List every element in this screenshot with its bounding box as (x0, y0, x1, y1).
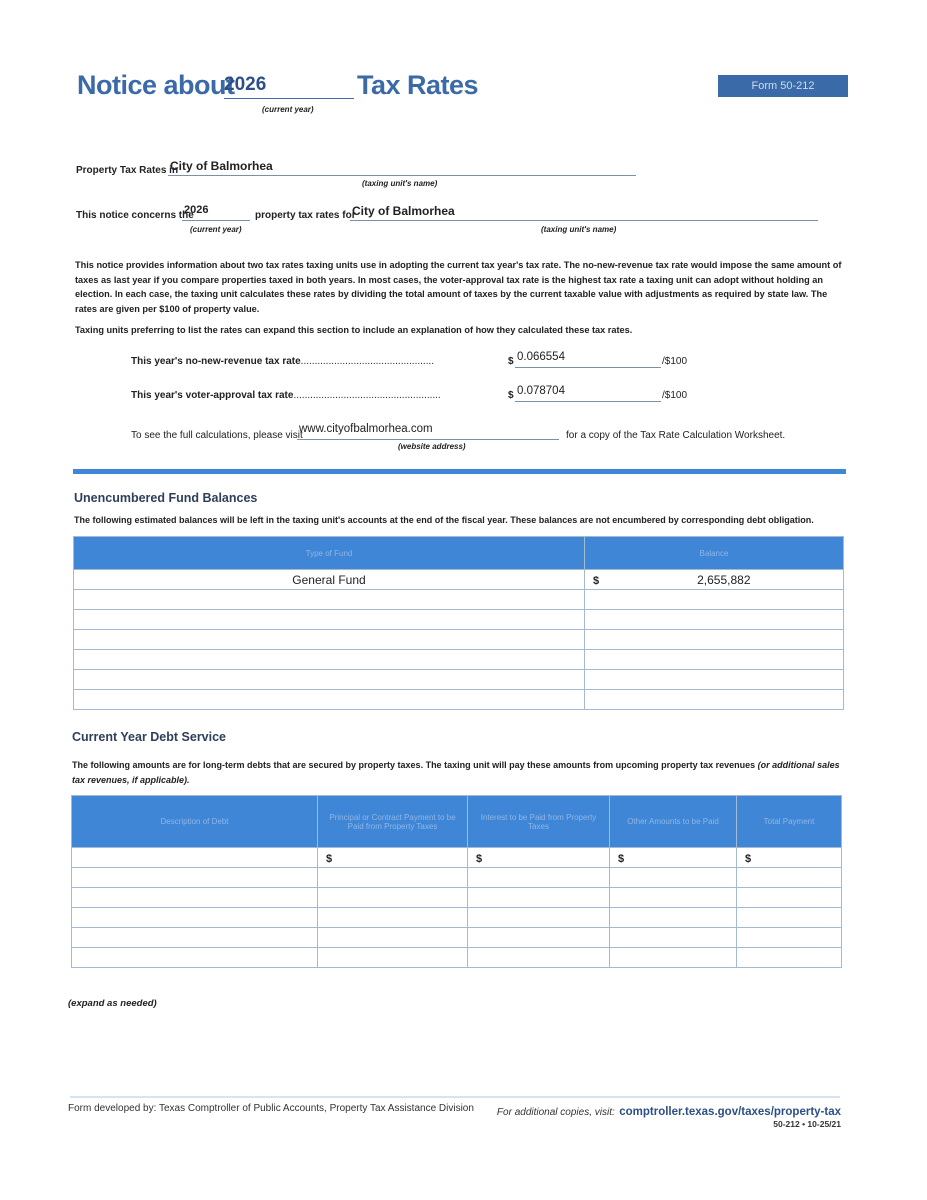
property-tax-rates-label: Property Tax Rates in (76, 165, 179, 176)
fund-balance-cell[interactable] (585, 670, 844, 690)
rates-for-label: property tax rates for (255, 210, 356, 221)
debt-description-header: Description of Debt (72, 796, 318, 848)
debt-row[interactable] (72, 908, 842, 928)
fund-row[interactable] (74, 670, 844, 690)
expand-as-needed-note: (expand as needed) (68, 998, 157, 1009)
fund-row[interactable] (74, 610, 844, 630)
expand-note: Taxing units preferring to list the rates can expand this section to include an explanation of how they calculated these tax rates. (75, 325, 633, 335)
year-caption: (current year) (262, 105, 314, 114)
title-suffix: Tax Rates (357, 70, 479, 100)
footer-copies-label: For additional copies, visit: (496, 1107, 615, 1118)
debt-description-cell[interactable] (72, 928, 318, 948)
taxing-unit-field[interactable] (168, 158, 636, 176)
fund-balances-title: Unencumbered Fund Balances (74, 491, 258, 505)
voter-approval-rate-row (131, 390, 441, 401)
fund-balance-header: Balance (585, 537, 844, 570)
concerns-year-field[interactable] (182, 204, 250, 221)
debt-interest-dollar: $ (476, 852, 483, 865)
no-new-revenue-dollar: $ (508, 356, 514, 367)
debt-total-cell[interactable] (737, 908, 842, 928)
concerns-year-caption: (current year) (190, 225, 242, 234)
no-new-revenue-rate-label: This year's no-new-revenue tax rate (131, 356, 301, 367)
taxing-unit-caption: (taxing unit's name) (362, 179, 438, 188)
debt-total-cell[interactable] (737, 868, 842, 888)
fund-balances-description: The following estimated balances will be left in the taxing unit's accounts at the end of the fiscal year. These balances are not encumbered by corresponding debt obligation. (74, 515, 814, 525)
debt-row[interactable] (72, 928, 842, 948)
debt-row[interactable] (72, 888, 842, 908)
debt-principal-cell[interactable] (318, 908, 468, 928)
debt-other-cell[interactable] (610, 928, 737, 948)
voter-approval-rate-value: 0.078704 (517, 385, 565, 397)
debt-description-cell[interactable] (72, 848, 318, 868)
fund-balance-cell[interactable] (585, 690, 844, 710)
section-divider (73, 469, 846, 474)
voter-approval-dots: ..................................................... (293, 390, 441, 401)
footer-copies (497, 1102, 841, 1120)
debt-total-cell[interactable] (737, 848, 842, 868)
fund-balances-table (73, 536, 844, 710)
debt-principal-cell[interactable] (318, 868, 468, 888)
debt-description-cell[interactable] (72, 948, 318, 968)
debt-other-cell[interactable] (610, 948, 737, 968)
debt-other-dollar: $ (618, 852, 625, 865)
debt-service-table (71, 795, 842, 968)
debt-description-cell[interactable] (72, 908, 318, 928)
fund-balance-cell[interactable] (585, 590, 844, 610)
fund-type-cell[interactable] (74, 610, 585, 630)
no-new-revenue-rate-field[interactable] (515, 350, 661, 368)
fund-balance-cell[interactable] (585, 570, 844, 590)
debt-total-cell[interactable] (737, 948, 842, 968)
debt-principal-cell[interactable] (318, 888, 468, 908)
fund-row[interactable] (74, 590, 844, 610)
debt-other-cell[interactable] (610, 908, 737, 928)
debt-other-cell[interactable] (610, 848, 737, 868)
fund-row[interactable] (74, 690, 844, 710)
debt-interest-cell[interactable] (468, 928, 610, 948)
fund-balance-cell[interactable] (585, 630, 844, 650)
debt-total-cell[interactable] (737, 888, 842, 908)
fund-balance-cell[interactable] (585, 610, 844, 630)
fund-balance-value: 2,655,882 (697, 572, 751, 587)
fund-row[interactable] (74, 650, 844, 670)
rates-for-caption: (taxing unit's name) (541, 225, 617, 234)
fund-balance-cell[interactable] (585, 650, 844, 670)
debt-other-cell[interactable] (610, 888, 737, 908)
debt-interest-cell[interactable] (468, 888, 610, 908)
website-url: www.cityofbalmorhea.com (299, 423, 433, 435)
rates-for-field[interactable] (350, 204, 818, 221)
debt-row[interactable] (72, 848, 842, 868)
website-field[interactable] (297, 423, 559, 440)
debt-principal-cell[interactable] (318, 848, 468, 868)
fund-type-header: Type of Fund (74, 537, 585, 570)
debt-interest-header: Interest to be Paid from Property Taxes (468, 796, 610, 848)
debt-principal-dollar: $ (326, 852, 333, 865)
no-new-revenue-unit: /$100 (662, 356, 688, 367)
debt-principal-cell[interactable] (318, 948, 468, 968)
intro-paragraph: This notice provides information about two tax rates taxing units use in adopting the current tax year's tax rate. The no-new-revenue tax rate would impose the same amount of taxes as last year if you compare properties taxed in both years. In most cases, the voter-approval tax rate is the highest tax rate a taxing unit can adopt without holding an election. In each case, the taxing unit calculates these rates by dividing the total amount of taxes by the current taxable value with adjustments as required by state law. The rates are given per $100 of property value. (75, 260, 842, 314)
fund-type-cell[interactable] (74, 630, 585, 650)
debt-service-title: Current Year Debt Service (72, 730, 227, 744)
debt-principal-cell[interactable] (318, 928, 468, 948)
footer-developed-by: Form developed by: Texas Comptroller of Public Accounts, Property Tax Assistance Division (68, 1103, 474, 1114)
fund-balance-dollar: $ (593, 574, 600, 587)
website-suffix: for a copy of the Tax Rate Calculation Worksheet. (566, 430, 786, 441)
website-caption: (website address) (398, 442, 466, 451)
concerns-year: 2026 (184, 204, 209, 216)
debt-interest-cell[interactable] (468, 848, 610, 868)
debt-principal-header: Principal or Contract Payment to be Paid from Property Taxes (318, 796, 468, 848)
form-number-badge: Form 50-212 (718, 75, 848, 97)
fund-row[interactable] (74, 630, 844, 650)
debt-other-cell[interactable] (610, 868, 737, 888)
rates-for-name: City of Balmorhea (352, 204, 455, 218)
debt-total-header: Total Payment (737, 796, 842, 848)
no-new-revenue-rate-value: 0.066554 (517, 351, 565, 363)
fund-type-cell[interactable]: General Fund (74, 570, 585, 590)
debt-description-cell[interactable] (72, 888, 318, 908)
debt-service-description-text: The following amounts are for long-term debts that are secured by property taxes. The taxing unit will pay these amounts from upcoming property tax revenues (72, 760, 758, 770)
voter-approval-rate-label: This year's voter-approval tax rate (131, 390, 294, 401)
debt-interest-cell[interactable] (468, 948, 610, 968)
debt-row[interactable] (72, 868, 842, 888)
website-label: To see the full calculations, please visit (131, 430, 303, 441)
footer-copies-url[interactable]: comptroller.texas.gov/taxes/property-tax (619, 1106, 841, 1118)
fund-type-cell[interactable] (74, 670, 585, 690)
debt-total-dollar: $ (745, 852, 752, 865)
fund-type-cell[interactable] (74, 590, 585, 610)
debt-description-cell[interactable] (72, 868, 318, 888)
title-prefix: Notice about (77, 70, 235, 100)
debt-other-header: Other Amounts to be Paid (610, 796, 737, 848)
fund-type-cell[interactable] (74, 650, 585, 670)
fund-type-cell[interactable] (74, 690, 585, 710)
notice-concerns-label: This notice concerns the (76, 210, 194, 221)
title-year: 2026 (224, 74, 354, 99)
footer-form-code: 50-212 • 10-25/21 (773, 1119, 841, 1129)
no-new-revenue-rate-row (131, 356, 434, 367)
footer-rule (70, 1096, 840, 1098)
debt-interest-cell[interactable] (468, 908, 610, 928)
fund-row[interactable] (74, 570, 844, 590)
debt-interest-cell[interactable] (468, 868, 610, 888)
debt-row[interactable] (72, 948, 842, 968)
debt-total-cell[interactable] (737, 928, 842, 948)
taxing-unit-name: City of Balmorhea (170, 159, 273, 173)
debt-service-description (72, 758, 847, 787)
voter-approval-dollar: $ (508, 390, 514, 401)
debt-service-description-italic: (or additional sales tax revenues, if applicable). (72, 760, 840, 785)
voter-approval-rate-field[interactable] (515, 384, 661, 402)
no-new-revenue-dots: ................................................ (300, 356, 435, 367)
voter-approval-unit: /$100 (662, 390, 688, 401)
